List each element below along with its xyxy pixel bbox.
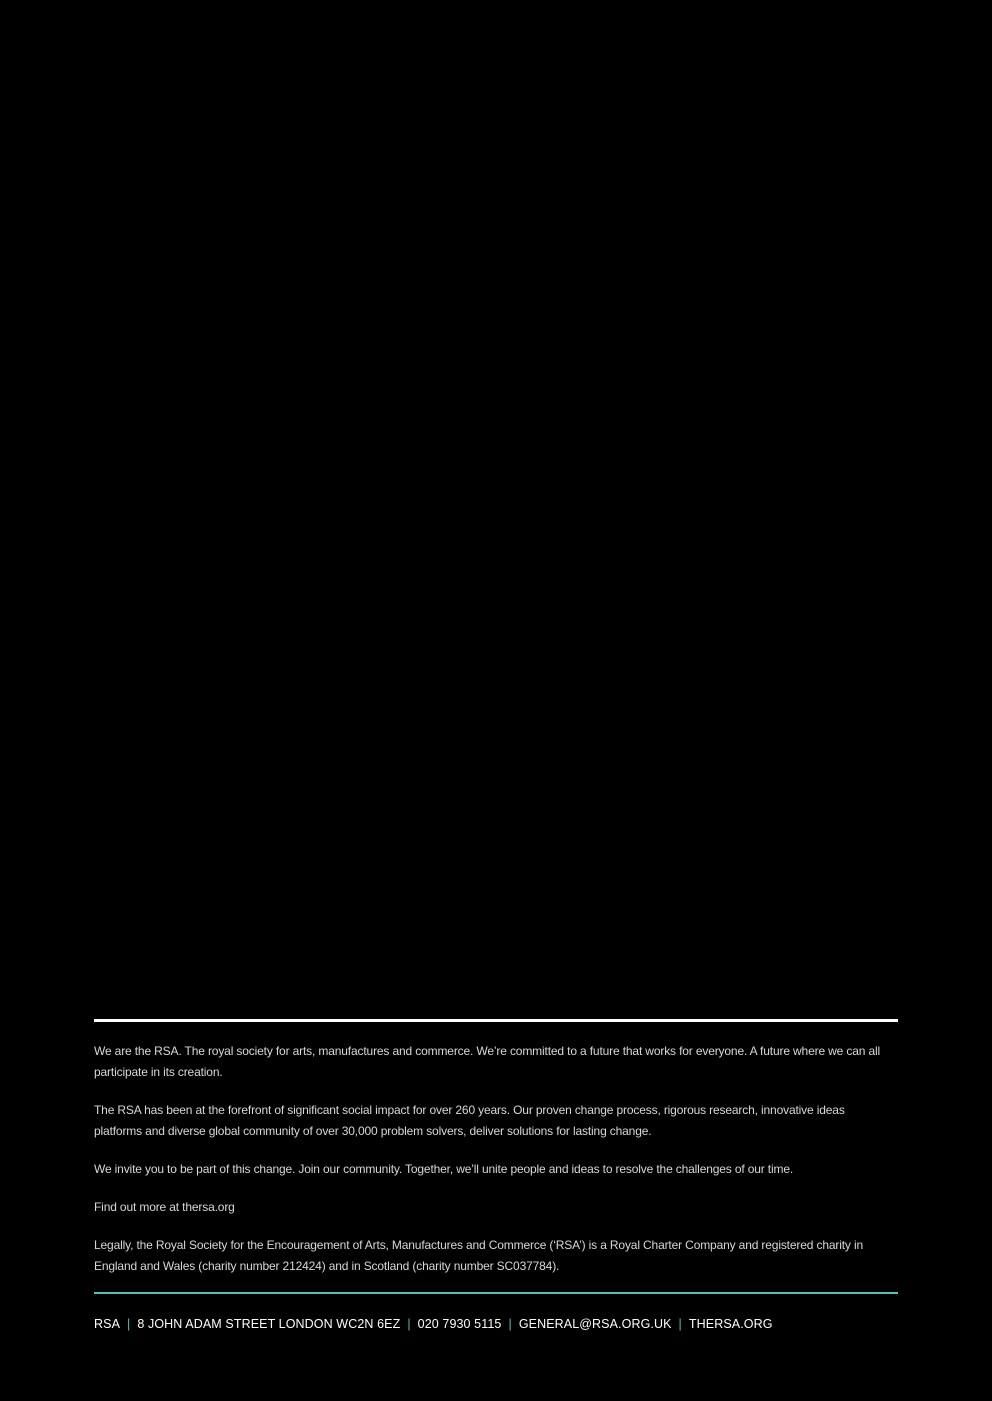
footer-email-link[interactable]: GENERAL@RSA.ORG.UK (518, 1317, 672, 1331)
footer-org: RSA (94, 1317, 121, 1331)
about-paragraph-intro: We are the RSA. The royal society for arts, manufactures and commerce. We’re committed to a future that works for everyone. A future where we can all participate in its creation. (94, 1044, 881, 1079)
top-divider (94, 1019, 898, 1022)
footer-separator: | (678, 1317, 682, 1331)
footer-address: 8 JOHN ADAM STREET LONDON WC2N 6EZ (137, 1317, 401, 1331)
about-paragraph-find-out-more[interactable]: Find out more at thersa.org (94, 1200, 235, 1214)
about-section (94, 1041, 884, 1294)
about-paragraph-history: The RSA has been at the forefront of significant social impact for over 260 years. Our proven change process, rigorous research, innovative ideas platforms and diverse global community of over 30,000 problem solvers, deliver solutions for lasting change. (94, 1103, 845, 1138)
footer-phone[interactable]: 020 7930 5115 (417, 1317, 502, 1331)
bottom-divider (94, 1292, 898, 1294)
footer-separator: | (127, 1317, 131, 1331)
footer-contact-bar (94, 1316, 898, 1333)
about-paragraph-legal: Legally, the Royal Society for the Encouragement of Arts, Manufactures and Commerce (‘RSA’) is a Royal Charter Company and registered charity in England and Wales (charity number 212424) and in Scotland (charity number SC037784). (94, 1238, 863, 1273)
about-paragraph-invite: We invite you to be part of this change. Join our community. Together, we’ll unite people and ideas to resolve the challenges of our time. (94, 1162, 794, 1176)
footer-separator: | (407, 1317, 411, 1331)
footer-website-link[interactable]: THERSA.ORG (688, 1317, 773, 1331)
footer-separator: | (508, 1317, 512, 1331)
